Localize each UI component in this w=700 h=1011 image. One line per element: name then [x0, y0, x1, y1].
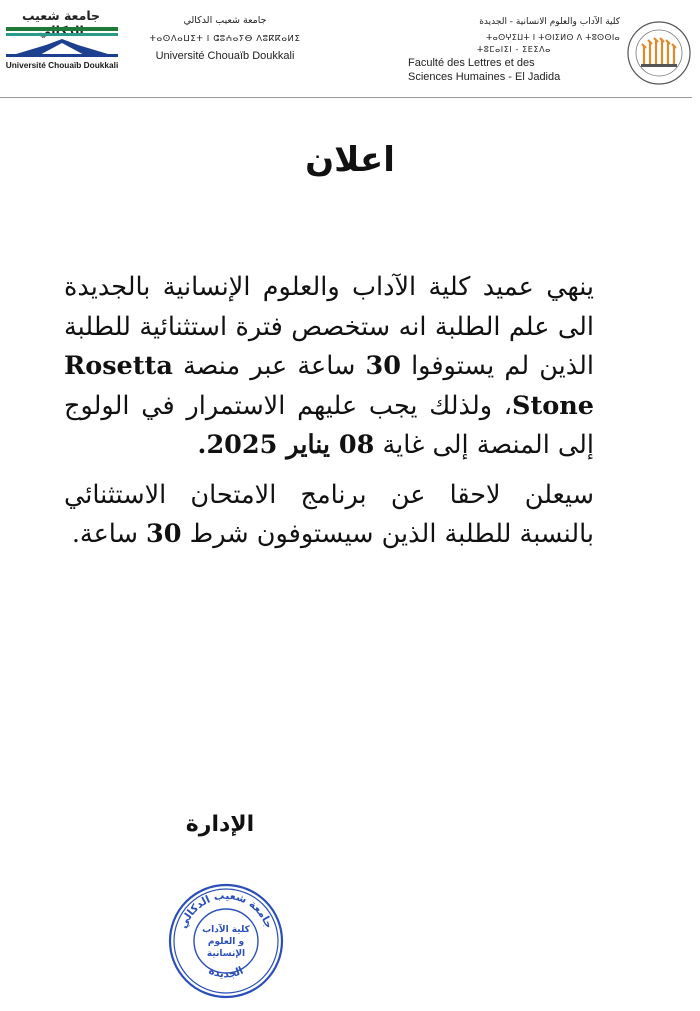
- announcement-title: اعلان: [305, 140, 395, 180]
- svg-text:الجديدة: [207, 965, 246, 981]
- university-name-ar-middle: جامعة شعيب الدكالي: [183, 15, 267, 26]
- stamp-bottom-text: الجديدة: [206, 964, 246, 981]
- stamp-inner-line-3: الإنسانية: [206, 949, 246, 959]
- faculty-name-ar: كلية الآداب والعلوم الانسانية - الجديدة: [479, 17, 620, 27]
- faculty-name-fr-1: Faculté des Lettres et des: [408, 57, 535, 69]
- official-stamp-icon: [167, 882, 285, 1000]
- stamp-outer-text: جامعة شعيب الدكالي: [177, 889, 275, 931]
- university-name-fr-middle: Université Chouaïb Doukkali: [155, 50, 295, 62]
- stamp-inner-line-1: كلية الآداب: [202, 925, 250, 935]
- p1-date: 08 يناير 2025.: [197, 430, 375, 460]
- paragraph-2: [64, 476, 594, 555]
- university-name-tifinagh: ⵜⴰⵙⴷⴰⵡⵉⵜ ⵏ ⵛⵓⵄⴰⵢⴱ ⴷⵓⴽⴽⴰⵍⵉ: [149, 34, 301, 44]
- p1-text-1: ينهي عميد كلية الآداب والعلوم الإنسانية بالجديدة الى علم الطلبة انه ستخصص فترة استثنائية للطلبة الذين لم يستوفوا: [64, 272, 594, 381]
- stamp-inner-line-2: و العلوم: [207, 937, 245, 947]
- letterhead: [0, 0, 700, 100]
- p2-text-2: ساعة.: [71, 519, 147, 549]
- announcement-body: [64, 268, 594, 555]
- faculty-name-fr-2: Sciences Humaines - El Jadida: [408, 71, 561, 83]
- faculty-title-block: [408, 16, 628, 84]
- university-title-block: [130, 14, 320, 64]
- signature-administration: الإدارة: [185, 812, 255, 837]
- university-emblem-icon: [6, 27, 118, 59]
- p1-text-2: ساعة عبر منصة: [172, 351, 366, 381]
- p2-text-1: سيعلن لاحقا عن برنامج الامتحان الاستثنائي بالنسبة للطلبة الذين سيستوفون شرط: [64, 479, 594, 549]
- faculty-name-tifinagh-2: ⵜⵓⵎⴰⵏⵉⵏ - ⵉⴹⵉⴷⴰ: [477, 45, 551, 54]
- p2-hours: 30: [146, 519, 182, 549]
- p1-text-3: ، ولذلك يجب عليهم الاستمرار في الولوج إلى المنصة إلى غاية: [64, 390, 594, 460]
- faculty-name-tifinagh-1: ⵜⴰⵙⵖⵉⵡⵜ ⵏ ⵜⵙⵏⵉⵍⵙ ⴷ ⵜⵓⵙⵙⵏⴰ: [486, 33, 620, 42]
- paragraph-1: [64, 268, 594, 466]
- university-name-ar: جامعة شعيب: [21, 8, 101, 23]
- p1-hours: 30: [365, 351, 401, 381]
- header-divider: [0, 97, 692, 98]
- university-logo: [4, 8, 118, 78]
- p1-platform: Rosetta Stone: [64, 351, 594, 421]
- university-name-fr: Université Chouaïb Doukkali: [5, 60, 119, 70]
- faculty-logo-icon: [626, 20, 692, 86]
